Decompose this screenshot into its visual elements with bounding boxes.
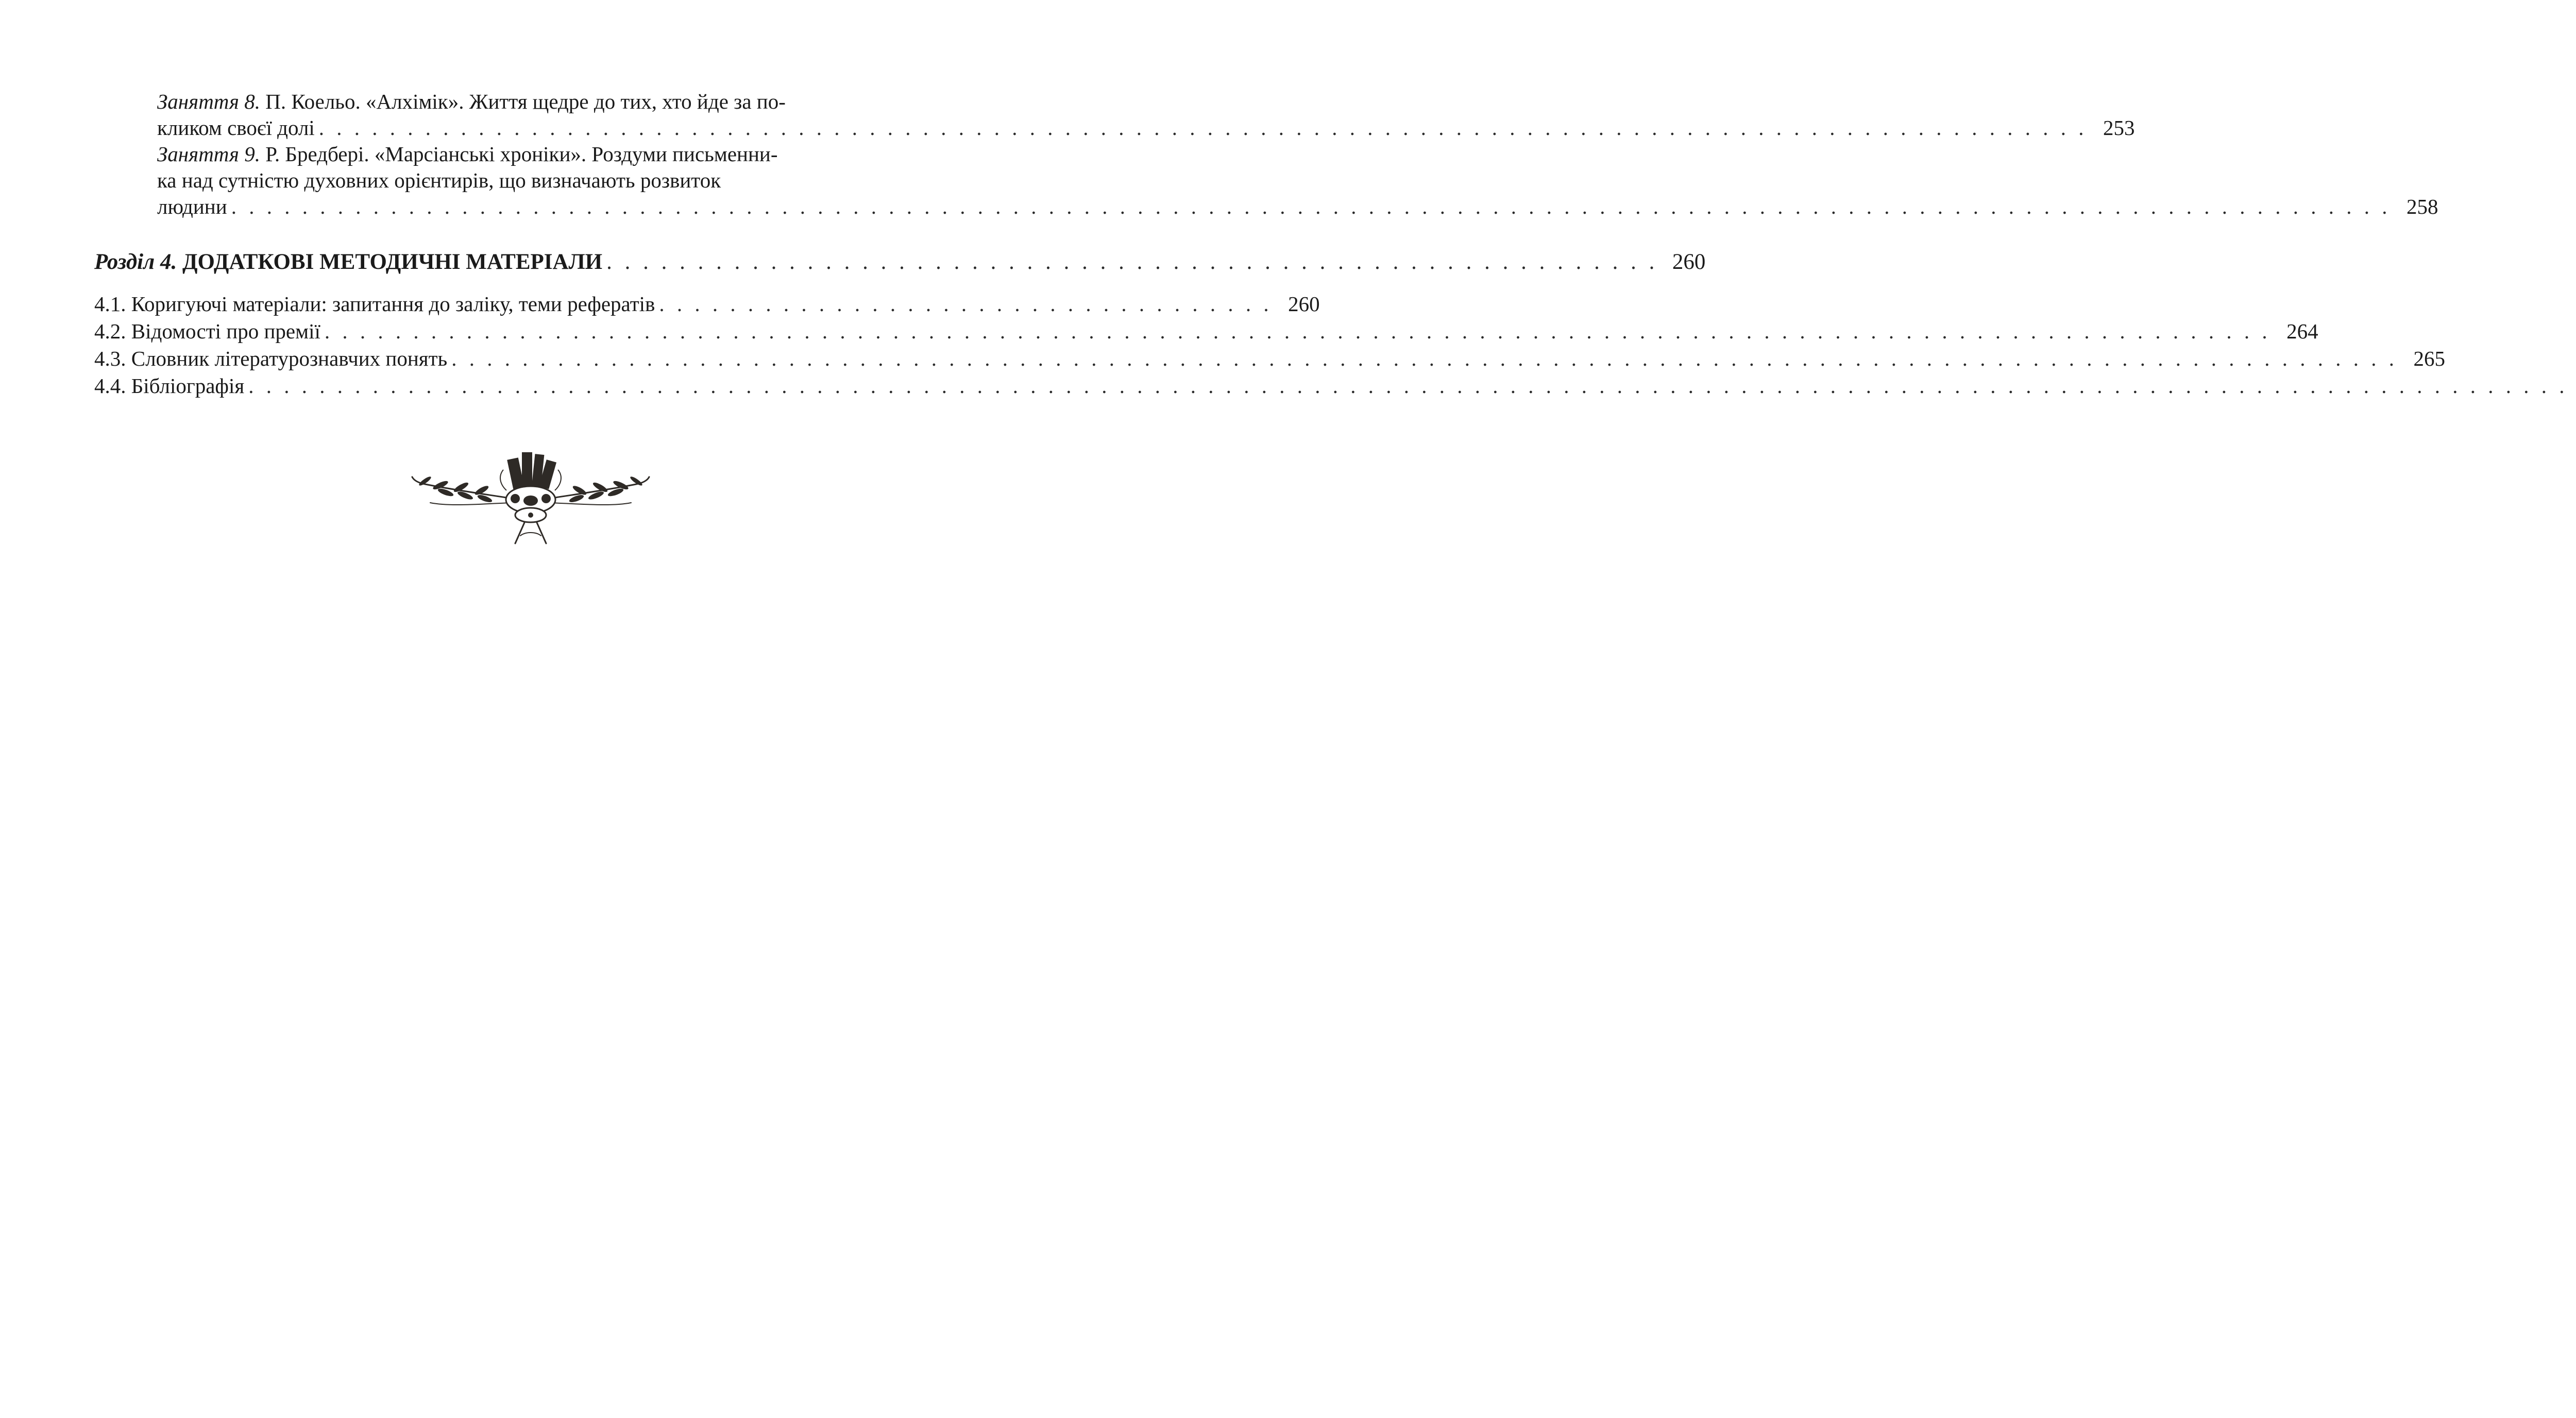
section-title: ДОДАТКОВІ МЕТОДИЧНІ МАТЕРІАЛИ [177,250,603,274]
laurel-vignette-icon [410,443,652,546]
toc-entry-subsection-4-1[interactable] [94,291,1320,317]
toc-entry-line [157,167,941,194]
subsection-number: 4.3. [94,347,126,370]
lesson-title-line: людини [157,195,227,218]
subsection-number: 4.2. [94,319,126,343]
page-number: 253 [2103,116,2135,140]
page-number: 260 [1288,292,1320,316]
subsection-heading [94,318,320,345]
leader-dots: . . . . . . . . . . . . . . . . . . . . . . . . . . . . . . . . . . . . . . . . . . . . . . . . . . . . . . . . . . . . . . . . . . . . . . . . . . . . . . . . . . . . . . . . . . . . . . . . . . . . . . . . . . . . . . . . . . . . . . . . . . [231,195,2391,218]
lesson-label: Заняття 9. [157,142,260,166]
leader-dots: . . . . . . . . . . . . . . . . . . . . . . . . . . . . . . . . . . . . . . . . . . . . . . . . . . . . . . . . . . . . . . . . . . . . . . . . . . . . . . . . . . . . . . . . . . . . . . . . . . . . . . . . . . . . . . . . . . . . . . . . . . . . . . . . . . . [248,374,2568,398]
toc-entry-last-line [94,318,2318,345]
leader-dots: . . . . . . . . . . . . . . . . . . . . . . . . . . . . . . . . . . . . . . . . . . . . . . . . . . . . . . . . . . . . . . . . . . . . . . . . . . . . . . . . . . . . . . . . . . . . . . . . . . . . . . . . . . . . . . [324,319,2271,343]
page-number: 265 [2413,347,2445,370]
toc-entry-line [157,89,941,115]
page-number: 258 [2406,195,2438,218]
subsection-title: Коригуючі матеріали: запитання до заліку, теми рефератів [131,292,655,316]
toc-entry-last-line [157,115,2135,141]
subsection-title: Словник літературознавчих понять [131,347,448,370]
toc-entry-section-4[interactable] [94,249,1706,275]
toc-entry-subsection-4-2[interactable] [94,318,2318,345]
toc-entry-subsection-4-4[interactable] [94,373,2568,399]
toc-entry-lesson-8[interactable] [157,89,2135,141]
toc-entry-subsection-4-3[interactable] [94,346,2445,372]
section-heading [94,249,602,275]
subsection-title: Відомості про премії [131,319,320,343]
subsection-title: Бібліографія [131,374,245,398]
lesson-title-line: Р. Бредбері. «Марсіанські хроніки». Роздуми письменни- [260,142,778,166]
leader-dots: . . . . . . . . . . . . . . . . . . . . . . . . . . . . . . . . . . . [659,292,1273,316]
leader-dots: . . . . . . . . . . . . . . . . . . . . . . . . . . . . . . . . . . . . . . . . . . . . . . . . . . . . . . . . . . . . . . . . . . . . . . . . . . . . . . . . . . . . . . . . . . . . . . . . . . . . [318,116,2088,140]
lesson-title-line: кликом своєї долі [157,116,315,140]
lesson-title-line: П. Коельо. «Алхімік». Життя щедре до тих, хто йде за по- [260,90,786,113]
leader-dots: . . . . . . . . . . . . . . . . . . . . . . . . . . . . . . . . . . . . . . . . . . . . . . . . . . . . . . . . . . [606,250,1658,274]
toc-entry-last-line [157,194,2438,220]
page-number [2571,373,2576,399]
toc-entry-last-line [94,249,1706,275]
toc-entry-last-line [94,346,2445,372]
toc-entry-last-line [94,373,2568,399]
lesson-label: Заняття 8. [157,90,260,113]
subsection-number: 4.1. [94,292,126,316]
page-number: 260 [1672,250,1706,274]
page-number: 264 [2286,319,2318,343]
subsection-heading [94,373,244,399]
toc-entry-last-line [94,291,1320,317]
subsection-heading [94,346,447,372]
leader-dots: . . . . . . . . . . . . . . . . . . . . . . . . . . . . . . . . . . . . . . . . . . . . . . . . . . . . . . . . . . . . . . . . . . . . . . . . . . . . . . . . . . . . . . . . . . . . . . . . . . . . . . . . . . . . . . [451,347,2398,370]
toc-entry-line [157,141,941,167]
section-label: Розділ 4. [94,250,177,274]
subsection-heading [94,291,655,317]
toc-entry-lesson-9[interactable] [157,141,2438,220]
lesson-title-line: ка над сутністю духовних орієнтирів, що визначають розвиток [157,168,721,192]
subsection-number: 4.4. [94,374,126,398]
